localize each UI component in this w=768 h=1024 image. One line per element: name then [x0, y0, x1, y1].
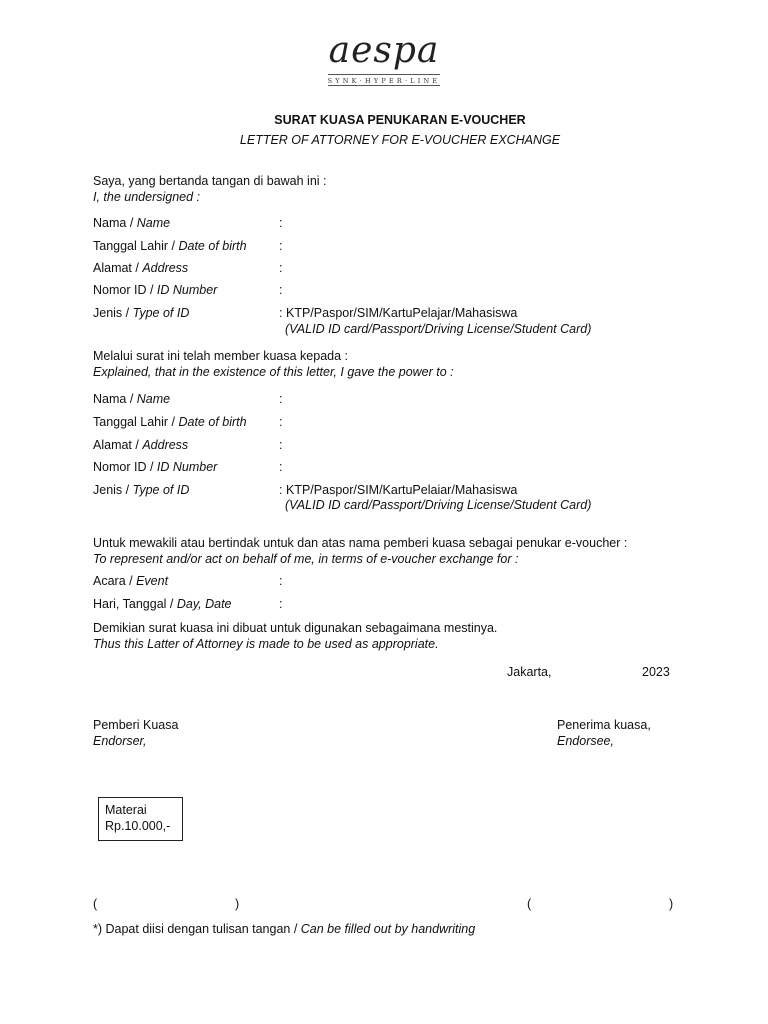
recipient-intro-id: Melalui surat ini telah member kuasa kepada :: [93, 349, 348, 363]
field-label-en: Type of ID: [132, 306, 190, 320]
purpose-intro-en: To represent and/or act on behalf of me, in terms of e-voucher exchange for :: [93, 552, 519, 566]
stamp-line-2: Rp.10.000,-: [105, 819, 171, 833]
purpose-intro: [93, 535, 627, 567]
field-label: Alamat /: [93, 261, 143, 275]
field-label: Alamat /: [93, 438, 143, 452]
field-value: KTP/Paspor/SIM/KartuPelajar/Mahasiswa: [286, 306, 518, 320]
field-label-en: Address: [142, 438, 189, 452]
field-label-en: ID Number: [156, 283, 218, 297]
field-label-en: Event: [136, 574, 169, 588]
field-colon: :: [279, 306, 283, 320]
field-colon: :: [279, 239, 283, 253]
field-label: Nomor ID /: [93, 460, 157, 474]
logo-bottom-rule: [328, 85, 440, 86]
endorsee-sign-close-paren: ): [669, 897, 674, 911]
closing-statement: [93, 620, 497, 652]
endorsee-label: [557, 717, 651, 749]
field-colon: :: [279, 216, 283, 230]
field-label: Nama /: [93, 392, 137, 406]
field-colon: :: [279, 574, 283, 588]
undersigned-intro-en: I, the undersigned :: [93, 190, 201, 204]
field-label-en: Type of ID: [132, 483, 190, 497]
field-label-en: ID Number: [156, 460, 218, 474]
recipient-intro: [93, 348, 454, 380]
endorser-label-en: Endorser,: [93, 734, 147, 748]
logo-top-rule: [328, 74, 440, 75]
footnote: [93, 922, 475, 936]
field-label-en: Date of birth: [178, 239, 247, 253]
stamp-line-1: Materai: [105, 803, 147, 817]
field-value: KTP/Paspor/SIM/KartuPelaiar/Mahasiswa: [286, 483, 518, 497]
field-colon: :: [279, 597, 283, 611]
closing-text: Demikian surat kuasa ini dibuat untuk digunakan sebagaimana mestinya.: [93, 621, 498, 635]
endorsee-sign-open-paren: (: [527, 897, 532, 911]
footnote-text: *) Dapat diisi dengan tulisan tangan /: [93, 922, 301, 936]
field-label: Hari, Tanggal /: [93, 597, 177, 611]
materai-stamp-box: [98, 797, 183, 841]
field-colon: :: [279, 283, 283, 297]
endorser-label-id: Pemberi Kuasa: [93, 718, 179, 732]
endorsee-label-en: Endorsee,: [557, 734, 614, 748]
field-colon: :: [279, 483, 283, 497]
field-label: Tanggal Lahir /: [93, 415, 179, 429]
field-label: Nomor ID /: [93, 283, 157, 297]
field-label: Jenis /: [93, 306, 133, 320]
endorser-label: [93, 717, 178, 749]
endorsee-label-id: Penerima kuasa,: [557, 718, 651, 732]
field-label-en: Name: [136, 392, 171, 406]
purpose-intro-id: Untuk mewakili atau bertindak untuk dan atas nama pemberi kuasa sebagai penukar e-voucher :: [93, 536, 628, 550]
field-colon: :: [279, 460, 283, 474]
logo-tagline: SYNK·HYPER·LINE: [327, 77, 441, 85]
field-colon: :: [279, 415, 283, 429]
footnote-text-en: Can be filled out by handwriting: [300, 922, 476, 936]
closing-text-en: Thus this Latter of Attorney is made to be used as appropriate.: [93, 637, 439, 651]
field-label-en: Address: [142, 261, 189, 275]
field-colon: :: [279, 438, 283, 452]
field-colon: :: [279, 392, 283, 406]
document-subtitle: LETTER OF ATTORNEY FOR E-VOUCHER EXCHANGE: [239, 133, 561, 147]
date-year: 2023: [642, 665, 670, 679]
field-label: Acara /: [93, 574, 137, 588]
undersigned-id-note: (VALID ID card/Passport/Driving License/Student Card): [285, 322, 592, 336]
aespa-logo: aespa: [328, 30, 440, 71]
date-city: Jakarta,: [507, 665, 552, 679]
field-label-en: Date of birth: [178, 415, 247, 429]
recipient-id-note: (VALID ID card/Passport/Driving License/Student Card): [285, 498, 592, 512]
field-label: Nama /: [93, 216, 137, 230]
field-label: Jenis /: [93, 483, 133, 497]
field-label-en: Name: [136, 216, 171, 230]
field-colon: :: [279, 261, 283, 275]
undersigned-intro-id: Saya, yang bertanda tangan di bawah ini :: [93, 174, 327, 188]
undersigned-intro: [93, 173, 327, 205]
field-label: Tanggal Lahir /: [93, 239, 179, 253]
endorser-sign-open-paren: (: [93, 897, 98, 911]
endorser-sign-close-paren: ): [235, 897, 240, 911]
field-label-en: Day, Date: [176, 597, 232, 611]
recipient-intro-en: Explained, that in the existence of this letter, I gave the power to :: [93, 365, 454, 379]
document-title: SURAT KUASA PENUKARAN E-VOUCHER: [274, 113, 526, 127]
